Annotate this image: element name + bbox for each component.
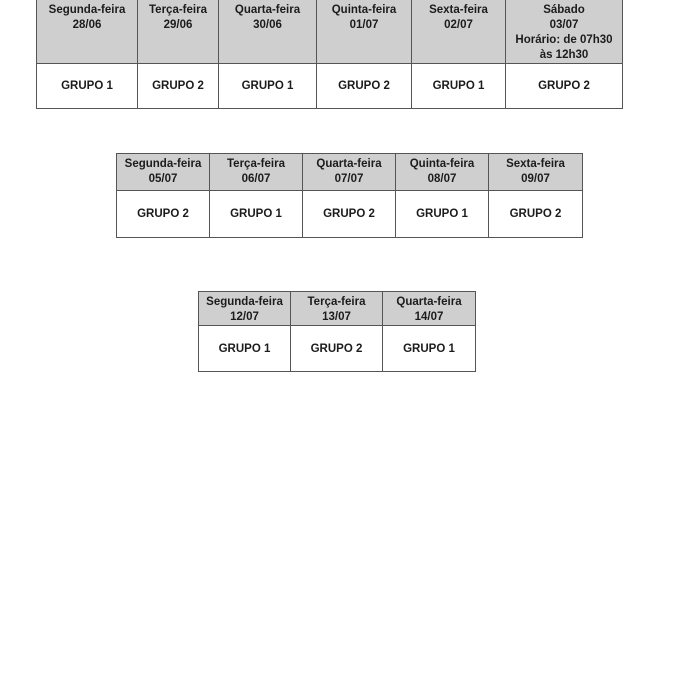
day-date: 28/06 xyxy=(72,19,102,31)
day-name: Sexta-feira xyxy=(506,158,565,170)
day-date: 29/06 xyxy=(163,19,193,31)
group-cell: GRUPO 2 xyxy=(291,326,383,372)
saturday-schedule-note: às 12h30 xyxy=(539,49,589,61)
schedule-table-week-1 xyxy=(36,0,623,109)
group-row xyxy=(37,64,623,109)
day-name: Terça-feira xyxy=(149,4,207,16)
schedule-table-week-2 xyxy=(116,153,583,238)
day-date: 02/07 xyxy=(444,19,473,31)
group-cell: GRUPO 1 xyxy=(210,191,303,238)
saturday-schedule-note: Horário: de 07h30 xyxy=(515,34,613,46)
group-cell: GRUPO 1 xyxy=(396,191,489,238)
group-cell: GRUPO 2 xyxy=(138,64,219,109)
header-row xyxy=(117,154,583,191)
day-name: Terça-feira xyxy=(227,158,285,170)
header-row xyxy=(199,292,476,326)
day-header-cell xyxy=(138,0,219,64)
day-date: 05/07 xyxy=(148,173,178,185)
day-header-cell xyxy=(317,0,412,64)
day-date: 09/07 xyxy=(521,173,550,185)
group-cell: GRUPO 1 xyxy=(219,64,317,109)
group-cell: GRUPO 1 xyxy=(383,326,476,372)
group-cell: GRUPO 2 xyxy=(317,64,412,109)
group-cell: GRUPO 1 xyxy=(37,64,138,109)
day-date: 01/07 xyxy=(349,19,379,31)
day-header-cell xyxy=(210,154,303,191)
day-name: Quarta-feira xyxy=(234,4,301,16)
day-header-cell-saturday xyxy=(506,0,623,64)
day-date: 07/07 xyxy=(334,173,364,185)
day-name: Quinta-feira xyxy=(331,4,397,16)
day-name: Sexta-feira xyxy=(429,4,488,16)
day-header-cell xyxy=(396,154,489,191)
group-cell: GRUPO 2 xyxy=(489,191,583,238)
group-cell: GRUPO 2 xyxy=(303,191,396,238)
day-name: Terça-feira xyxy=(307,296,366,308)
day-name: Quarta-feira xyxy=(396,296,462,308)
day-header-cell xyxy=(383,292,476,326)
day-name: Quarta-feira xyxy=(316,158,382,170)
group-row xyxy=(199,326,476,372)
day-name: Segunda-feira xyxy=(124,158,202,170)
day-date: 14/07 xyxy=(414,311,444,323)
day-date: 12/07 xyxy=(230,311,259,323)
day-name: Segunda-feira xyxy=(206,296,283,308)
day-header-cell xyxy=(37,0,138,64)
day-header-cell xyxy=(117,154,210,191)
day-header-cell xyxy=(199,292,291,326)
day-header-cell xyxy=(412,0,506,64)
day-date: 03/07 xyxy=(549,19,579,31)
day-date: 08/07 xyxy=(427,173,457,185)
day-header-cell xyxy=(303,154,396,191)
group-cell: GRUPO 2 xyxy=(117,191,210,238)
day-header-cell xyxy=(219,0,317,64)
day-date: 06/07 xyxy=(241,173,271,185)
day-date: 30/06 xyxy=(253,19,282,31)
day-header-cell xyxy=(291,292,383,326)
schedule-table-week-3 xyxy=(198,291,476,372)
day-name: Segunda-feira xyxy=(48,4,126,16)
day-name: Sábado xyxy=(543,4,585,16)
group-cell: GRUPO 1 xyxy=(199,326,291,372)
group-row xyxy=(117,191,583,238)
header-row xyxy=(37,0,623,64)
day-header-cell xyxy=(489,154,583,191)
day-date: 13/07 xyxy=(322,311,351,323)
group-cell: GRUPO 2 xyxy=(506,64,623,109)
day-name: Quinta-feira xyxy=(409,158,475,170)
group-cell: GRUPO 1 xyxy=(412,64,506,109)
